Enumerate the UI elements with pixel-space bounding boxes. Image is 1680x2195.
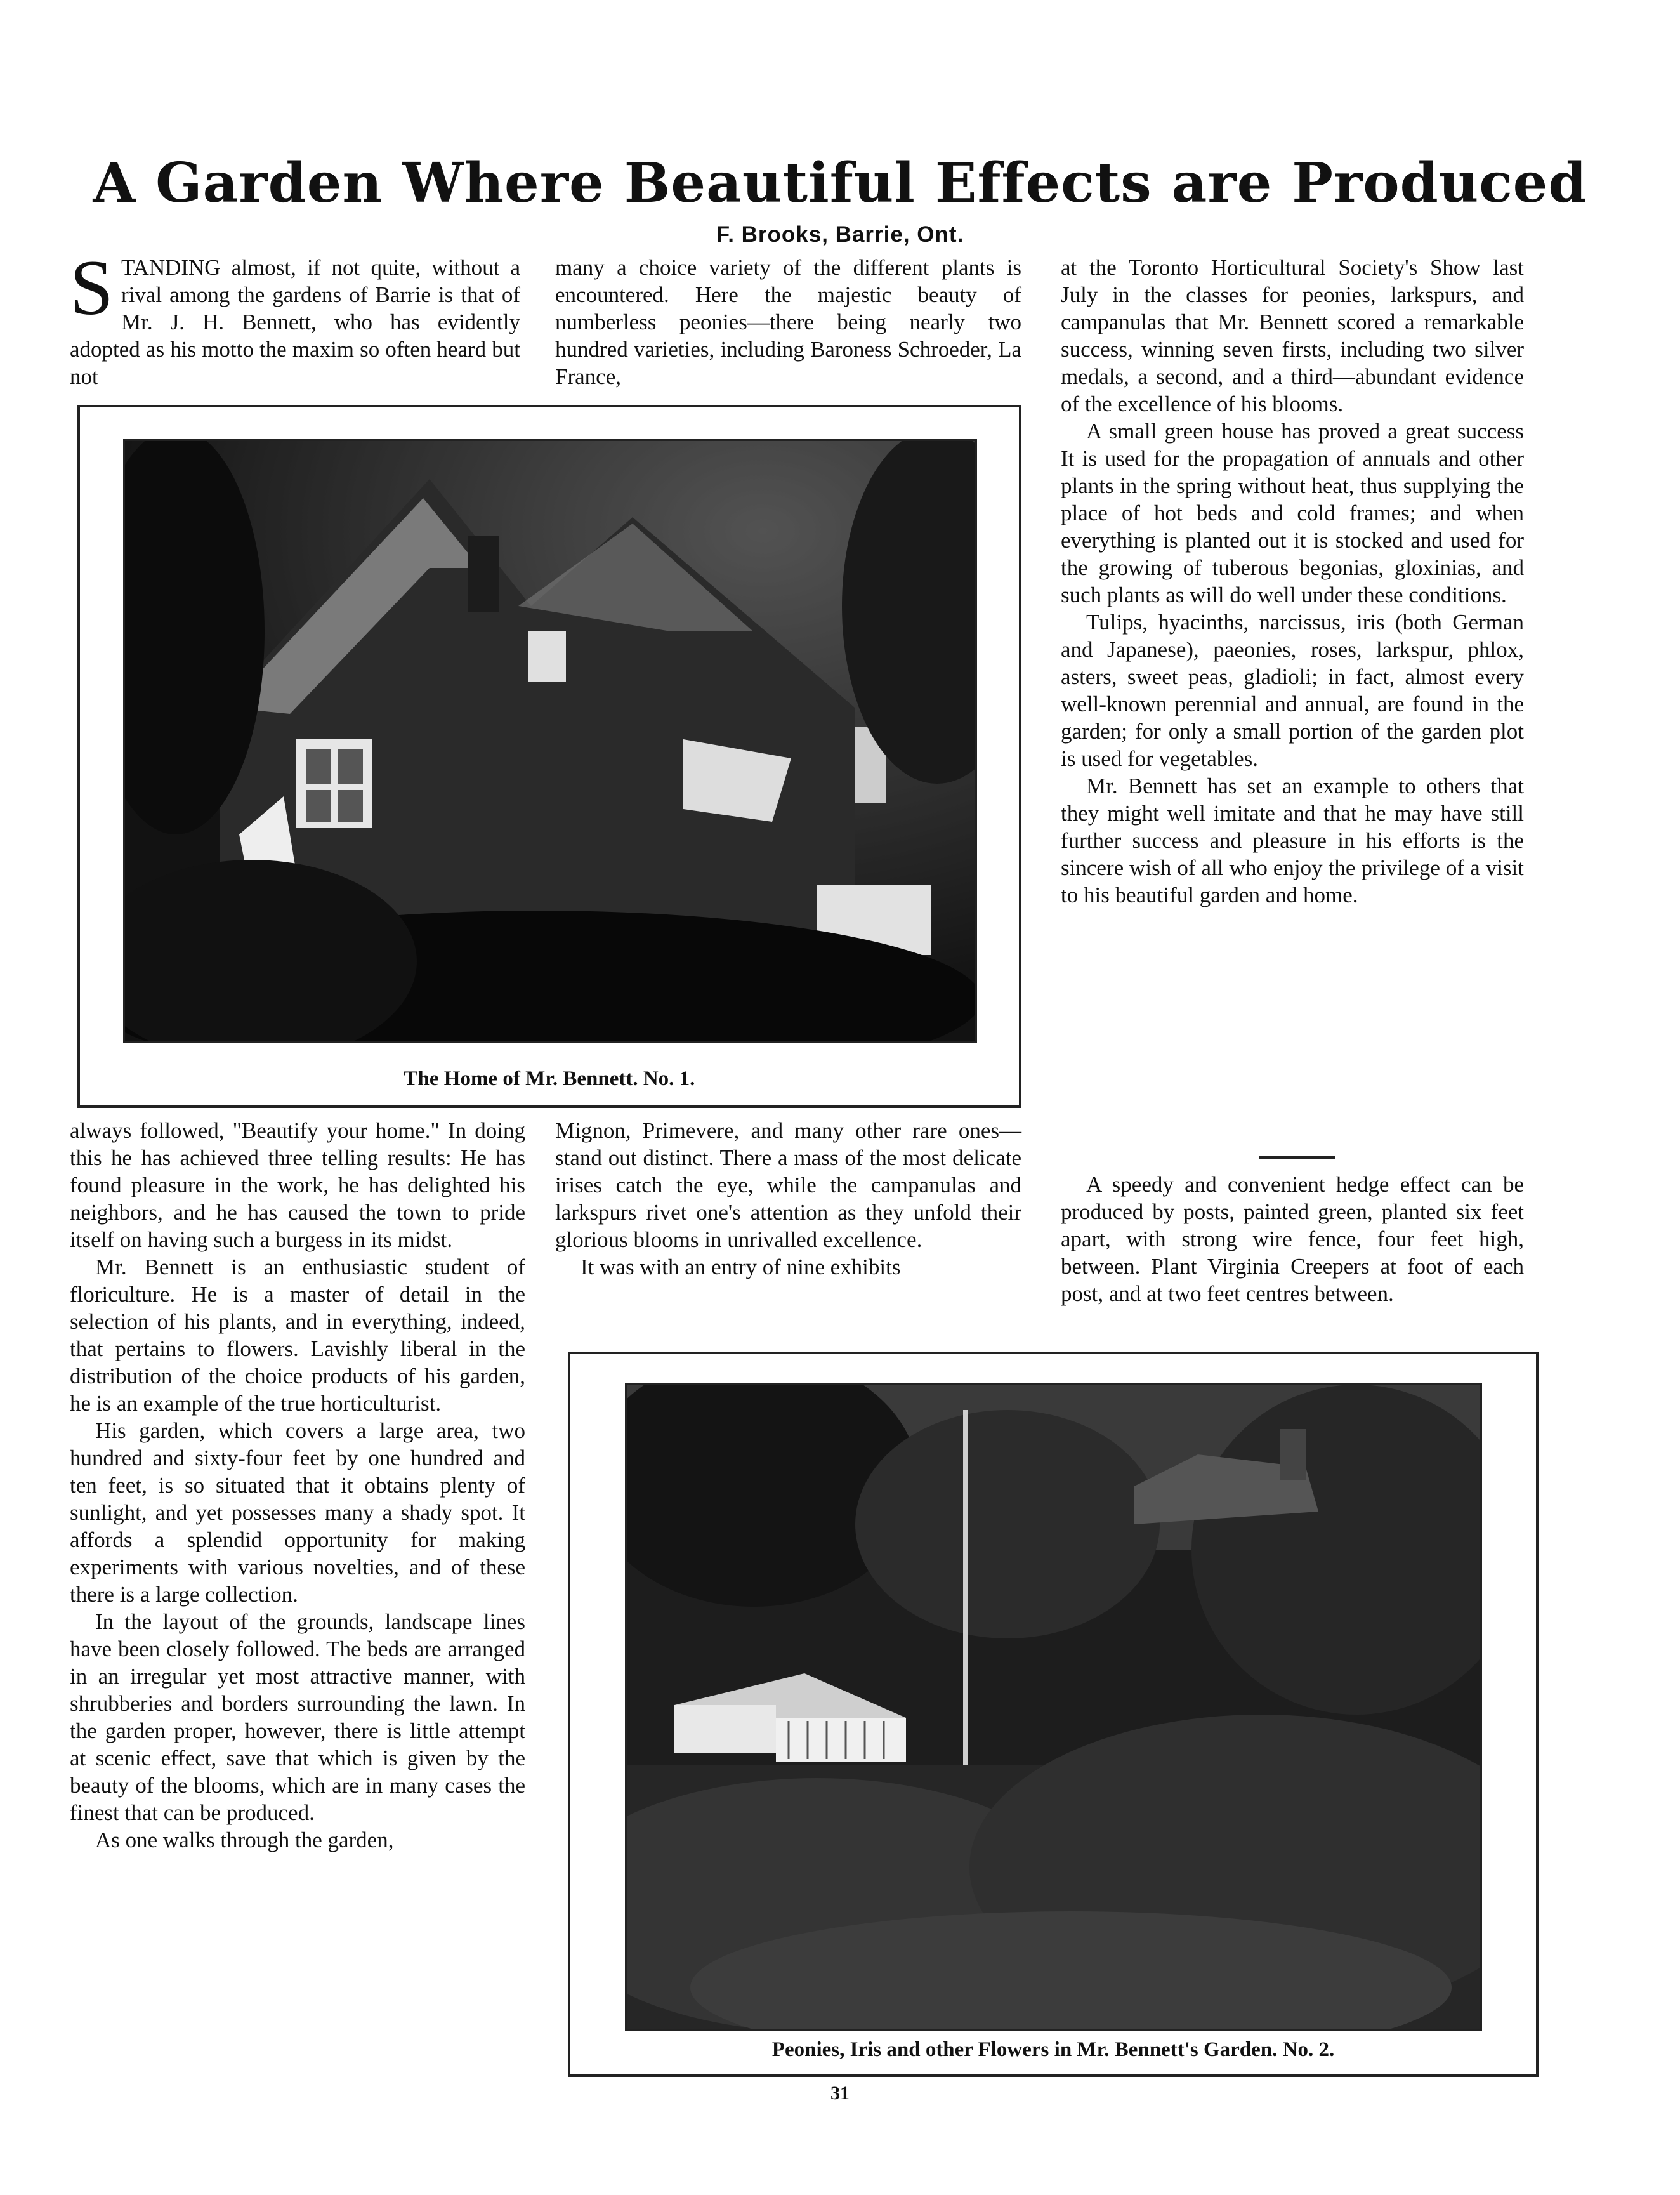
- paragraph-col2-2: It was with an entry of nine exhibits: [581, 1255, 901, 1279]
- opening-text: TANDING almost, if not quite, without a rival among the gardens of Barrie is that of Mr. J. H. Bennett, who has evidently adopted as his motto the maxim so often heard but not: [70, 255, 520, 389]
- paragraph-col3-2: A small green house has proved a great success It is used for the propagation of annuals and other plants in the spring without heat, thus supplying the place of hot beds and cold frames; and when everything is planted out it is stocked and used for the growing of tuberous begonias, gloxinias, and such plants as will do well under these conditions.: [1061, 419, 1524, 607]
- column-1-bottom: [70, 1117, 525, 1854]
- figure-2: [568, 1352, 1539, 2077]
- paragraph-5: As one walks through the garden,: [95, 1828, 394, 1852]
- figure-1: [77, 405, 1021, 1108]
- house-photo-image: [125, 441, 975, 1041]
- filler-note: [1061, 1171, 1524, 1307]
- paragraph-col3-3: Tulips, hyacinths, narcissus, iris (both German and Japanese), paeonies, roses, larkspur, phlox, asters, sweet peas, gladioli; in fact, almost every well-known perennial and annual, are found in the garden; for only a small portion of the garden plot is used for vegetables.: [1061, 610, 1524, 771]
- garden-photo-image: [627, 1385, 1480, 2029]
- section-divider: [1259, 1156, 1335, 1159]
- paragraph-col2-top: many a choice variety of the different plants is encountered. Here the majestic beauty of numberless peonies—there being nearly two hundred varieties, including Baroness Schroeder, La France,: [555, 255, 1021, 389]
- paragraph-3: His garden, which covers a large area, two hundred and sixty-four feet by one hundred and ten feet, is so situated that it obtains plenty of sunlight, and yet possesses many a shady spot. It affords a splendid opportunity for making experiments with various novelties, and of these there is a large collection.: [70, 1418, 525, 1607]
- column-3: [1061, 254, 1524, 909]
- paragraph-4: In the layout of the grounds, landscape lines have been closely followed. The beds are arranged in an irregular yet most attractive manner, with shrubberies and borders surrounding the lawn. In the garden proper, however, there is little attempt at scenic effect, save that which is given by the beauty of the blooms, which are in many cases the finest that can be produced.: [70, 1609, 525, 1825]
- figure-2-caption: Peonies, Iris and other Flowers in Mr. Bennett's Garden. No. 2.: [771, 2038, 1335, 2061]
- article-title: A Garden Where Beautiful Effects are Produced: [93, 151, 1587, 215]
- paragraph-1: always followed, "Beautify your home." In doing this he has achieved three telling results: He has found pleasure in the work, he has delighted his neighbors, and he has caused the town to pride itself on having such a burgess in its midst.: [70, 1118, 525, 1252]
- paragraph-col3-4: Mr. Bennett has set an example to others that they might well imitate and that he may have still further success and pleasure in his efforts is the sincere wish of all who enjoy the privilege of a visit to his beautiful garden and home.: [1061, 774, 1524, 907]
- article-byline: F. Brooks, Barrie, Ont.: [716, 222, 964, 247]
- paragraph-opening: [70, 244, 520, 390]
- paragraph-2: Mr. Bennett is an enthusiastic student of floriculture. He is a master of detail in the selection of his plants, and in everything, indeed, that pertains to flowers. Lavishly liberal in the distribution of the choice products of his garden, he is an example of the true horticulturist.: [70, 1255, 525, 1416]
- drop-cap: S: [70, 244, 114, 331]
- column-2-bottom: [555, 1117, 1021, 1281]
- photo-garden-flowers: [625, 1383, 1482, 2031]
- paragraph-col2-1: Mignon, Primevere, and many other rare ones—stand out distinct. There a mass of the most delicate irises catch the eye, while the campanulas and larkspurs rivet one's attention as they unfold their glorious blooms in unrivalled excellence.: [555, 1118, 1021, 1252]
- figure-1-caption: The Home of Mr. Bennett. No. 1.: [404, 1067, 695, 1090]
- paragraph-col3-1: at the Toronto Horticultural Society's Show last July in the classes for peonies, larkspurs, and campanulas that Mr. Bennett scored a remarkable success, winning seven firsts, including two silver medals, a second, and a third—abundant evidence of the excellence of his blooms.: [1061, 255, 1524, 416]
- column-2-top: [555, 254, 1021, 390]
- page-number: 31: [830, 2083, 850, 2104]
- filler-paragraph: A speedy and convenient hedge effect can be produced by posts, painted green, planted six feet apart, with strong wire fence, four feet high, between. Plant Virginia Creepers at foot of each post, and at two feet centres between.: [1061, 1172, 1524, 1306]
- photo-bennett-home: [123, 439, 977, 1043]
- column-1-top: [70, 244, 520, 390]
